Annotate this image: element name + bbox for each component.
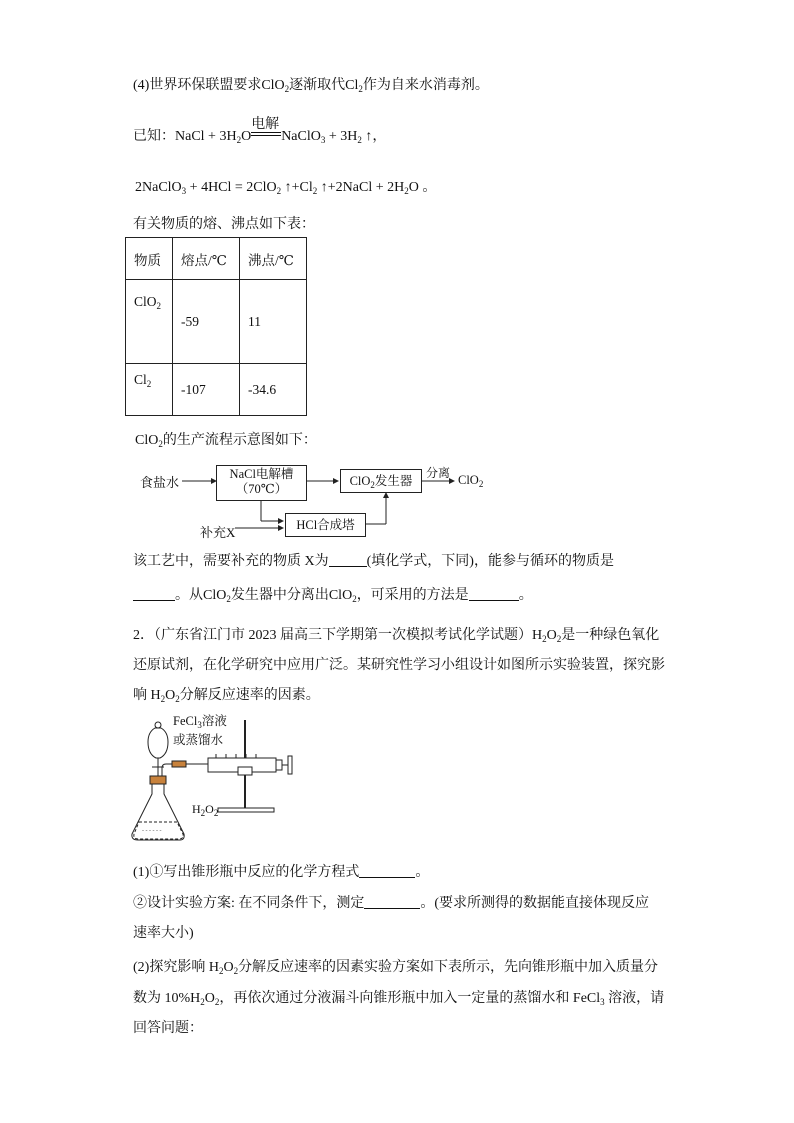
header-melting: 熔点/℃ bbox=[173, 238, 240, 280]
electrolyzer-box bbox=[216, 465, 307, 501]
hcl-tower-box: HCl合成塔 bbox=[285, 513, 366, 537]
flow-product: ClO$_2$ bbox=[458, 473, 484, 489]
header-substance: 物质 bbox=[126, 238, 173, 280]
answer-blank-cycle[interactable] bbox=[133, 586, 175, 601]
q2-line-2: 还原试剂，在化学研究中应用广泛。某研究性学习小组设计如图所示实验装置，探究影 bbox=[133, 658, 665, 673]
flask-label: $H_2O_2$ bbox=[192, 802, 219, 818]
answer-blank-equation[interactable] bbox=[359, 863, 415, 878]
equation-1: 已知：NaCl + $3H_2O$ 电解 NaClO$_3$ + $3H_2$ ↑， bbox=[133, 117, 387, 145]
q1-part4-intro: (4)世界环保联盟要求ClO$_2$逐渐取代$Cl_2$作为自来水消毒剂。 bbox=[133, 78, 489, 94]
table-row bbox=[126, 364, 307, 416]
electrolysis-condition: 电解 bbox=[251, 127, 281, 141]
flow-input-label: 食盐水 bbox=[140, 475, 180, 490]
supplement-label: 补充X bbox=[200, 525, 236, 540]
cell-substance: ClO$_2$ bbox=[126, 280, 173, 364]
question-line-2: 。从ClO$_2$发生器中分离出ClO$_2$，可采用的方法是 。 bbox=[133, 584, 533, 604]
header-boiling: 沸点/℃ bbox=[240, 238, 307, 280]
q2-part2-cont: 速率大小) bbox=[133, 926, 194, 941]
cell-substance: $Cl_2$ bbox=[126, 364, 173, 416]
q2-part-2-line-1: (2)探究影响 $H_2O_2$分解反应速率的因素实验方案如下表所示，先向锥形瓶中加入质量分 bbox=[133, 960, 659, 976]
apparatus-figure bbox=[128, 712, 298, 844]
melting-boiling-table bbox=[125, 237, 307, 416]
q2-line-3: 响 $H_2O_2$分解反应速率的因素。 bbox=[133, 688, 320, 704]
table-header-row bbox=[126, 238, 307, 280]
electrolyzer-name: NaCl电解槽 bbox=[229, 467, 294, 481]
funnel-label: FeCl$_3$溶液 或蒸馏水 bbox=[173, 714, 227, 747]
generator-box: ClO$_2$发生器 bbox=[340, 469, 422, 493]
table-intro: 有关物质的熔、沸点如下表： bbox=[133, 217, 315, 232]
answer-blank-x[interactable] bbox=[329, 552, 367, 567]
svg-text:- - - - - -: - - - - - - bbox=[142, 828, 162, 834]
equation-2: 2NaClO$_3$ + 4HCl = 2ClO$_2$ $↑+Cl_2$ ↑+2NaCl + $2H_2O$ 。 bbox=[135, 180, 437, 196]
separate-label: 分离 bbox=[426, 466, 451, 480]
q2-part1-line: (1)①写出锥形瓶中反应的化学方程式 。 bbox=[133, 865, 430, 880]
question-line-1: 该工艺中，需要补充的物质 X为 (填化学式，下同)，能参与循环的物质是 bbox=[133, 554, 614, 569]
table-row bbox=[126, 280, 307, 364]
cell-boiling: -34.6 bbox=[240, 364, 307, 416]
production-flow-diagram bbox=[130, 460, 510, 542]
electrolyzer-temp: （70℃） bbox=[235, 482, 288, 496]
answer-blank-measure[interactable] bbox=[364, 894, 420, 909]
q2-part-2-line-3: 回答问题： bbox=[133, 1021, 203, 1036]
answer-blank-method[interactable] bbox=[469, 586, 519, 601]
cell-melting: -107 bbox=[173, 364, 240, 416]
q2-line-1: 2．（广东省江门市 2023 届高三下学期第一次模拟考试化学试题）$H_2O_2$是一种绿色氧化 bbox=[133, 628, 660, 644]
flow-intro: ClO$_2$的生产流程示意图如下： bbox=[135, 433, 317, 449]
q2-part2-line: ②设计实验方案: 在不同条件下，测定 。(要求所测得的数据能直接体现反应 bbox=[133, 896, 650, 911]
q2-part-2-line-2: 数为 $10\%H_2O_2$，再依次通过分液漏斗向锥形瓶中加入一定量的蒸馏水和 FeCl$_3$ 溶液，请 bbox=[133, 991, 665, 1007]
cell-melting: -59 bbox=[173, 280, 240, 364]
cell-boiling: 11 bbox=[240, 280, 307, 364]
